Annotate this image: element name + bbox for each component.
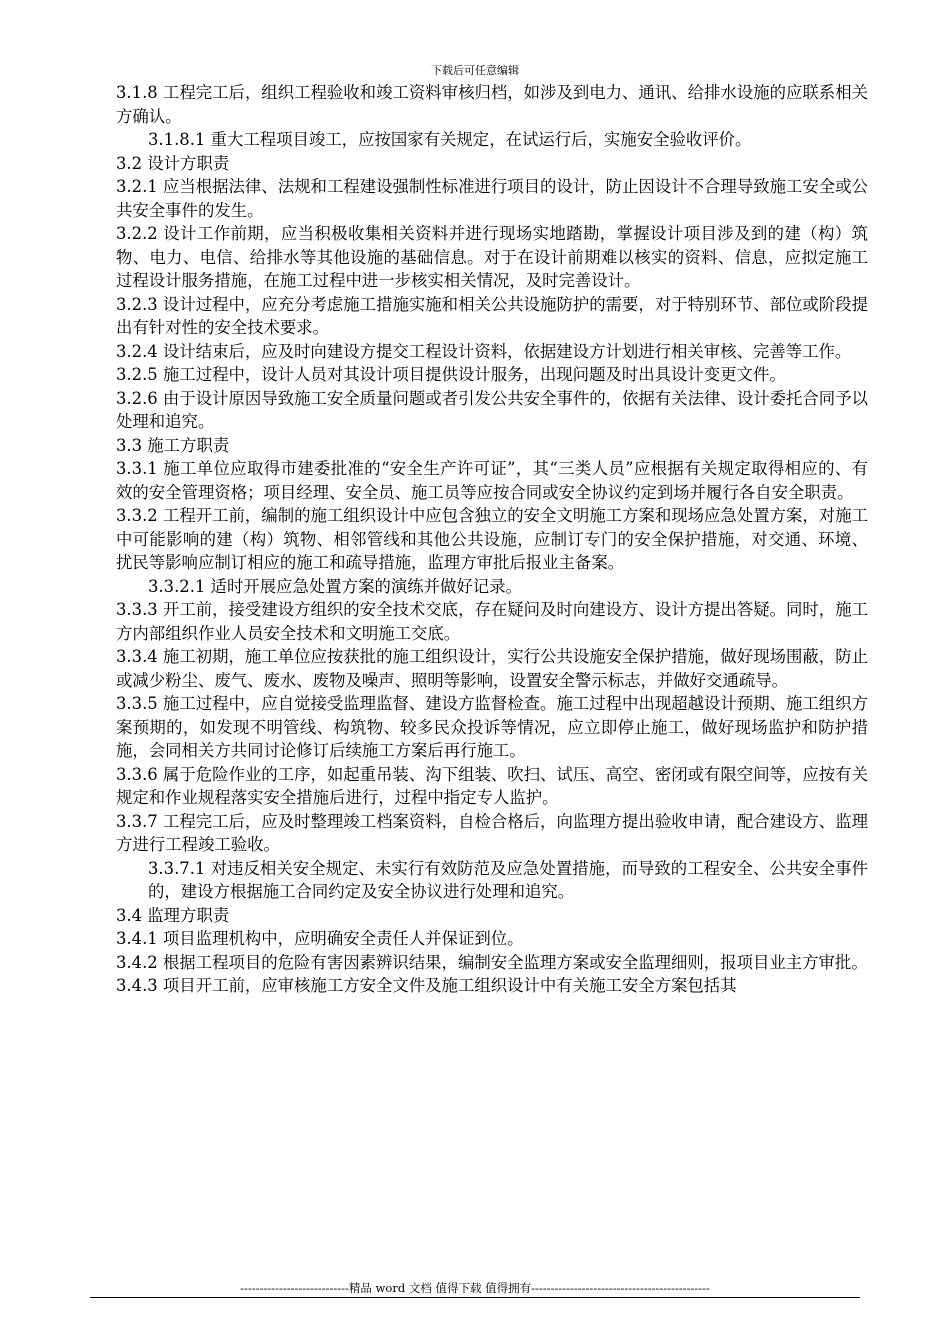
document-body [116,81,868,998]
paragraph: 3.3.2.1 适时开展应急处置方案的演练并做好记录。 [148,576,522,596]
footer-divider [90,1297,860,1298]
page-footer: ----------------------------精品 word 文档 值得下载 值得拥有---------------------------------------------- [240,1281,710,1295]
paragraph: 3.3.1 施工单位应取得市建委批准的“安全生产许可证”，其“三类人员”应根据有关规定取得相应的、有效的安全管理资格；项目经理、安全员、施工员等应按合同或安全协议约定到场并履行各自安全职责。 [116,459,868,502]
paragraph: 3.2.2 设计工作前期，应当积极收集相关资料并进行现场实地踏勘，掌握设计项目涉及到的建（构）筑物、电力、电信、给排水等其他设施的基础信息。对于在设计前期难以核实的资料、信息，应拟定施工过程设计服务措施，在施工过程中进一步核实相关情况，及时完善设计。 [116,224,868,290]
paragraph: 3.2.6 由于设计原因导致施工安全质量问题或者引发公共安全事件的，依据有关法律、设计委托合同予以处理和追究。 [116,388,868,431]
page-header: 下载后可任意编辑 [431,64,519,77]
paragraph: 3.4.2 根据工程项目的危险有害因素辨识结果，编制安全监理方案或安全监理细则，报项目业主方审批。 [116,952,868,972]
paragraph: 3.3.7 工程完工后，应及时整理竣工档案资料，自检合格后，向监理方提出验收申请，配合建设方、监理方进行工程竣工验收。 [116,811,868,854]
section-heading: 3.2 设计方职责 [116,153,230,173]
paragraph: 3.3.5 施工过程中，应自觉接受监理监督、建设方监督检查。施工过程中出现超越设计预期、施工组织方案预期的，如发现不明管线、构筑物、较多民众投诉等情况，应立即停止施工，做好现场监护和防护措施，会同相关方共同讨论修订后续施工方案后再行施工。 [116,694,868,760]
paragraph: 3.3.4 施工初期，施工单位应按获批的施工组织设计，实行公共设施安全保护措施，做好现场围蔽，防止或减少粉尘、废气、废水、废物及噪声、照明等影响，设置安全警示标志，并做好交通疏导。 [116,647,868,690]
paragraph: 3.2.4 设计结束后，应及时向建设方提交工程设计资料，依据建设方计划进行相关审核、完善等工作。 [116,341,852,361]
paragraph: 3.1.8 工程完工后，组织工程验收和竣工资料审核归档，如涉及到电力、通讯、给排水设施的应联系相关方确认。 [116,83,868,126]
paragraph: 3.4.1 项目监理机构中，应明确安全责任人并保证到位。 [116,929,524,948]
paragraph: 3.2.5 施工过程中，设计人员对其设计项目提供设计服务，出现问题及时出具设计变更文件。 [116,365,786,384]
paragraph: 3.2.3 设计过程中，应充分考虑施工措施实施和相关公共设施防护的需要，对于特别环节、部位或阶段提出有针对性的安全技术要求。 [116,294,868,337]
section-heading: 3.4 监理方职责 [116,905,230,925]
paragraph: 3.3.3 开工前，接受建设方组织的安全技术交底，存在疑问及时向建设方、设计方提出答疑。同时，施工方内部组织作业人员安全技术和文明施工交底。 [116,600,868,643]
paragraph: 3.4.3 项目开工前，应审核施工方安全文件及施工组织设计中有关施工安全方案包括其 [116,976,737,995]
paragraph: 3.2.1 应当根据法律、法规和工程建设强制性标准进行项目的设计，防止因设计不合理导致施工安全或公共安全事件的发生。 [116,177,868,220]
section-heading: 3.3 施工方职责 [116,435,230,455]
paragraph: 3.1.8.1 重大工程项目竣工，应按国家有关规定，在试运行后，实施安全验收评价。 [148,130,752,149]
paragraph: 3.3.2 工程开工前，编制的施工组织设计中应包含独立的安全文明施工方案和现场应急处置方案，对施工中可能影响的建（构）筑物、相邻管线和其他公共设施，应制订专门的安全保护措施，对交通、环境、扰民等影响应制订相应的施工和疏导措施，监理方审批后报业主备案。 [116,506,868,572]
paragraph: 3.3.7.1 对违反相关安全规定、未实行有效防范及应急处置措施，而导致的工程安全、公共安全事件的，建设方根据施工合同约定及安全协议进行处理和追究。 [148,858,868,901]
paragraph: 3.3.6 属于危险作业的工序，如起重吊装、沟下组装、吹扫、试压、高空、密闭或有限空间等，应按有关规定和作业规程落实安全措施后进行，过程中指定专人监护。 [116,764,868,807]
